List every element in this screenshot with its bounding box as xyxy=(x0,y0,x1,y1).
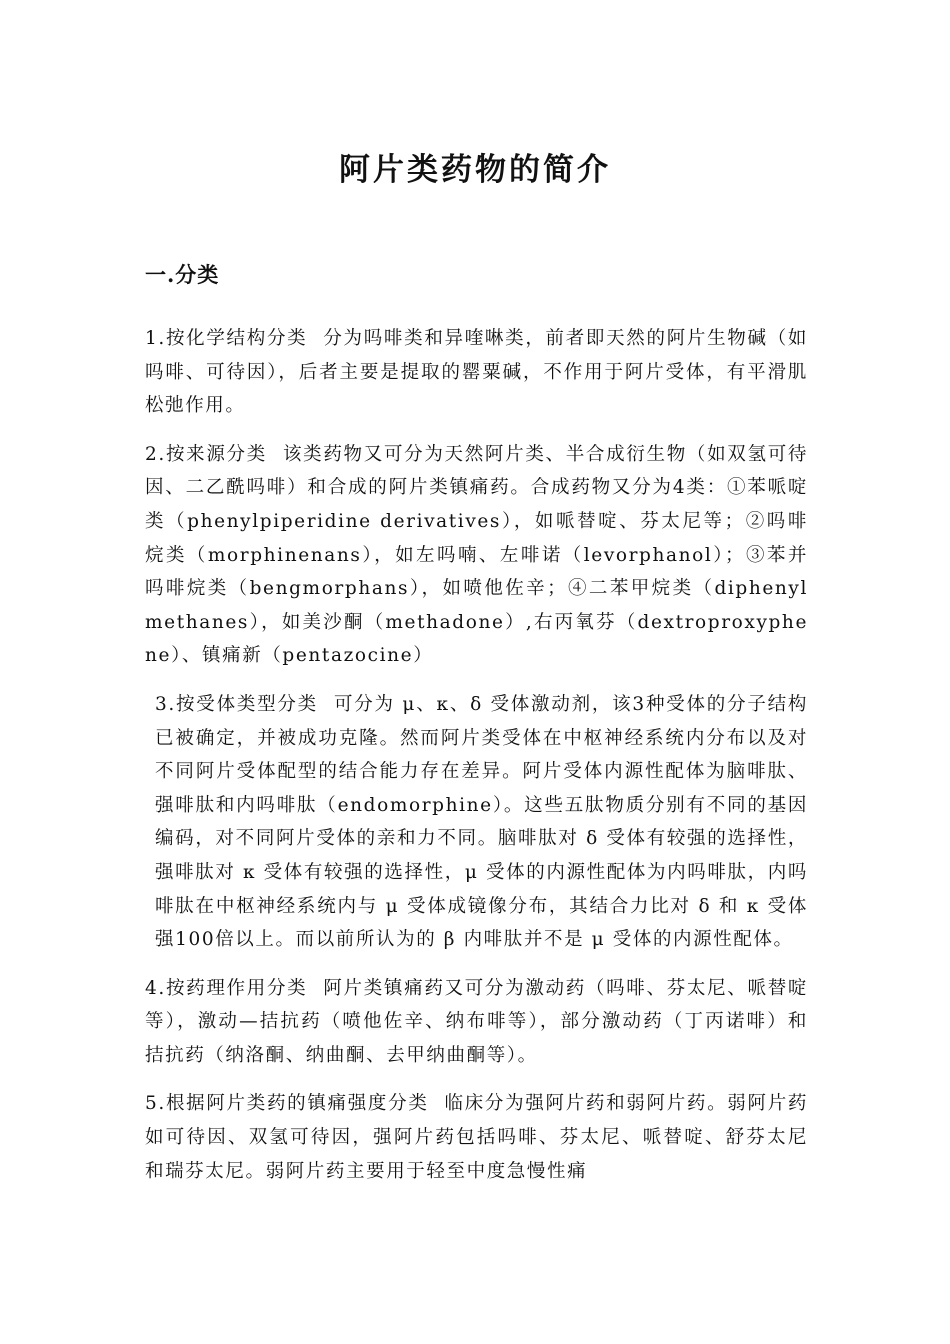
paragraph-receptor-type xyxy=(145,688,808,957)
paragraph-chemical-structure xyxy=(145,322,808,423)
paragraph-text: 该类药物又可分为天然阿片类、半合成衍生物（如双氢可待因、二乙酰吗啡）和合成的阿片类镇痛药。合成药物又分为4类：①苯哌啶类（phenylpiperidine derivatives），如哌替啶、芬太尼等；②吗啡烷类（morphinenans），如左吗喃、左啡诺（levorphanol）；③苯并吗啡烷类（bengmorphans），如喷他佐辛；④二苯甲烷类（diphenylmethanes），如美沙酮（methadone）,右丙氧芬（dextroproxyphene）、镇痛新（pentazocine） xyxy=(145,443,808,667)
paragraph-text: 临床分为强阿片药和弱阿片药。弱阿片药如可待因、双氢可待因，强阿片药包括吗啡、芬太尼、哌替啶、舒芬太尼和瑞芬太尼。弱阿片药主要用于轻至中度急慢性痛 xyxy=(145,1093,808,1182)
paragraph-text: 可分为 μ、κ、δ 受体激动剂，该3种受体的分子结构已被确定，并被成功克隆。然而阿片类受体在中枢神经系统内分布以及对不同阿片受体配型的结合能力存在差异。阿片受体内源性配体为脑啡肽、强啡肽和内吗啡肽（endomorphine）。这些五肽物质分别有不同的基因编码，对不同阿片受体的亲和力不同。脑啡肽对 δ 受体有较强的选择性，强啡肽对 κ 受体有较强的选择性，μ 受体的内源性配体为内吗啡肽，内吗啡肽在中枢神经系统内与 μ 受体成镜像分布，其结合力比对 δ 和 κ 受体强100倍以上。而以前所认为的 β 内啡肽并不是 μ 受体的内源性配体。 xyxy=(155,693,808,951)
paragraph-lead: 4.按药理作用分类 xyxy=(145,977,308,999)
paragraph-lead: 5.根据阿片类药的镇痛强度分类 xyxy=(145,1093,429,1115)
section-heading-classification: 一.分类 xyxy=(145,262,220,287)
paragraph-lead: 1.按化学结构分类 xyxy=(145,328,308,349)
paragraph-lead: 2.按来源分类 xyxy=(145,443,267,465)
paragraph-text: 阿片类镇痛药又可分为激动药（吗啡、芬太尼、哌替啶等），激动—拮抗药（喷他佐辛、纳布啡等），部分激动药（丁丙诺啡）和拮抗药（纳洛酮、纳曲酮、去甲纳曲酮等）。 xyxy=(145,977,808,1066)
paragraph-pharmacology xyxy=(145,972,808,1073)
paragraph-text: 分为吗啡类和异喹啉类，前者即天然的阿片生物碱（如吗啡、可待因），后者主要是提取的罂粟碱，不作用于阿片受体，有平滑肌松弛作用。 xyxy=(145,328,808,417)
paragraph-lead: 3.按受体类型分类 xyxy=(155,693,318,715)
paragraph-source xyxy=(145,438,808,673)
paragraph-analgesic-strength xyxy=(145,1087,808,1188)
document-body xyxy=(145,322,808,1203)
document-title: 阿片类药物的简介 xyxy=(339,152,611,188)
